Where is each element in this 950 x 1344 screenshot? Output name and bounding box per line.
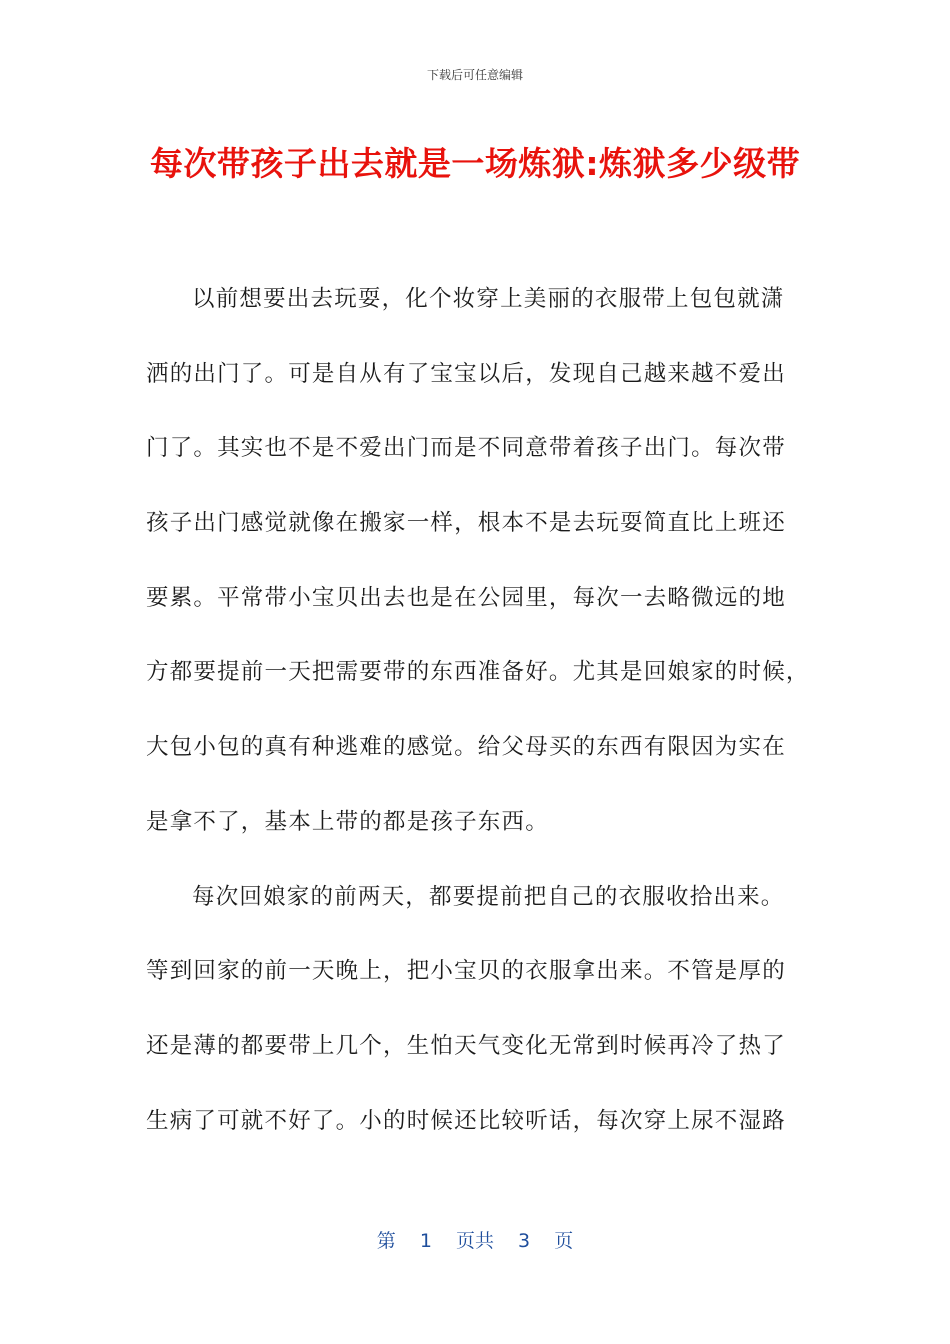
paragraph-line: 每次回娘家的前两天，都要提前把自己的衣服收拾出来。 [192, 883, 785, 910]
paragraph-line: 等到回家的前一天晚上，把小宝贝的衣服拿出来。不管是厚的 [146, 958, 786, 985]
paragraph-line: 要累。平常带小宝贝出去也是在公园里，每次一去略微远的地 [146, 584, 786, 611]
total-pages: 3 [518, 1230, 531, 1252]
paragraph-line: 孩子出门感觉就像在搬家一样，根本不是去玩耍简直比上班还 [146, 510, 786, 537]
document-body [146, 262, 810, 1158]
paragraph-line: 大包小包的真有种逃难的感觉。给父母买的东西有限因为实在 [146, 734, 786, 761]
paragraph-line: 以前想要出去玩耍，化个妆穿上美丽的衣服带上包包就潇 [192, 286, 785, 312]
paragraph-line: 方都要提前一天把需要带的东西准备好。尤其是回娘家的时候， [146, 659, 810, 686]
document-title: 每次带孩子出去就是一场炼狱:炼狱多少级带 [149, 144, 801, 183]
paragraph-line: 生病了可就不好了。小的时候还比较听话，每次穿上尿不湿路 [146, 1107, 786, 1134]
paragraph-line: 门了。其实也不是不爱出门而是不同意带着孩子出门。每次带 [146, 435, 786, 462]
page-footer [0, 1226, 950, 1253]
page-suffix: 页 [554, 1230, 574, 1252]
paragraph-line: 还是薄的都要带上几个，生怕天气变化无常到时候再冷了热了 [146, 1032, 786, 1059]
total-prefix: 页共 [455, 1230, 494, 1252]
page-number: 1 [419, 1230, 432, 1252]
header-note: 下载后可任意编辑 [426, 68, 523, 82]
paragraph-line: 洒的出门了。可是自从有了宝宝以后，发现自己越来越不爱出 [146, 360, 786, 387]
page-label: 第 [376, 1230, 396, 1252]
paragraph-line: 是拿不了，基本上带的都是孩子东西。 [146, 808, 549, 835]
